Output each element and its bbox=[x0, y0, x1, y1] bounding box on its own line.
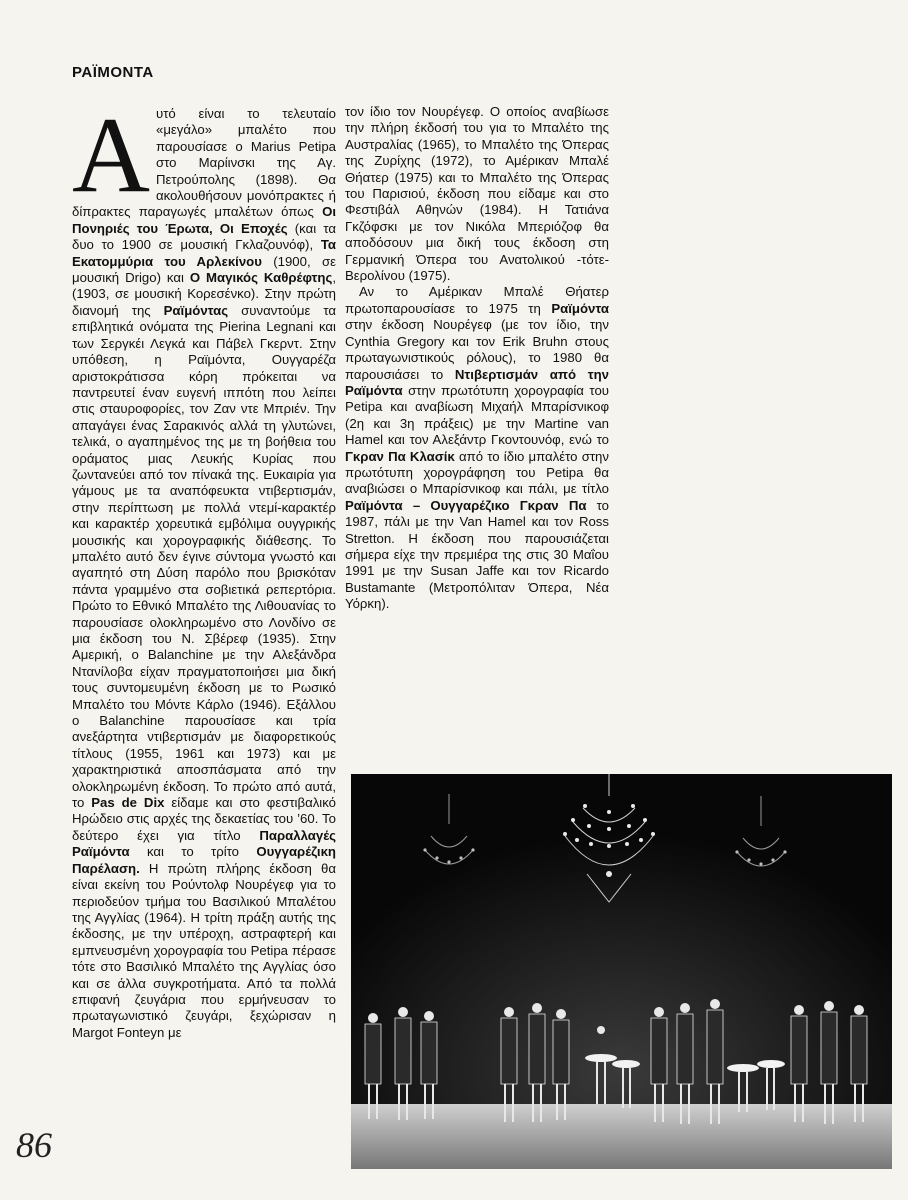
bold-title: Ραϊμόντα – Ουγγαρέζικο Γκραν Πα bbox=[345, 497, 587, 513]
text-run: (και τα δυο το 1900 σε μουσική Γκλαζουνόφ), bbox=[72, 220, 336, 253]
bold-title: Παραλλαγές Ραϊμόντα bbox=[72, 827, 336, 860]
drop-cap: Α bbox=[72, 96, 150, 215]
text-run: και το τρίτο bbox=[129, 844, 257, 860]
bold-title: Pas de Dix bbox=[91, 795, 165, 811]
ballet-stage-photo bbox=[351, 774, 892, 1169]
stage-scene bbox=[351, 774, 892, 1169]
text-run: είδαμε και στο φεστιβαλικό Ηρώδειο στις αρχές της δεκαετίας του ’60. Το δεύτερο έχει για τίτλο bbox=[72, 795, 336, 843]
text-run: στην πρωτότυπη χορογραφία του Petipa και αναβίωση Μιχαήλ Μπαρίσνικοφ (2η και 3η πράξεις) με την Martine van Hamel και τον Αλεξάντρ Γκοντουνόφ, ενώ το bbox=[345, 382, 609, 448]
text-run: από το ίδιο μπαλέτο στην πρωτότυπη χορογράφηση του Petipa θα αναβιώσει ο Μπαρίσνικοφ και πάλι, με τίτλο bbox=[345, 448, 609, 497]
text-run: (1900, σε μουσική Drigo) και bbox=[72, 253, 336, 286]
bold-title: Οι Πονηριές του Έρωτα, Οι Εποχές bbox=[72, 204, 336, 236]
article-paragraph bbox=[72, 96, 336, 1041]
article-paragraph: τον ίδιο τον Νουρέγεφ. Ο οποίος αναβίωσε την πλήρη έκδοσή του για το Μπαλέτο της Αυστραλίας (1965), το Μπαλέτο της Όπερας της Ζυρίχης (1972), το Αμέρικαν Μπαλέ Θήατερ (1975) και το Μπαλέτο της Όπερας του Παρισιού, έκδοση που είδαμε και στο Φεστιβάλ Αθηνών (1984). Η Τατιάνα Γκζόφσκι με τον Νικόλα Μπεριόζοφ θα αποδόσουν μια δική τους έκδοση στη Γερμανική Όπερα του Ανατολικού -τότε- Βερολίνου (1975). bbox=[345, 104, 609, 284]
article-column-left bbox=[72, 96, 336, 1041]
bold-title: Ραϊμόντα bbox=[551, 300, 609, 316]
article-paragraph bbox=[345, 284, 609, 612]
page-number: 86 bbox=[16, 1125, 52, 1165]
bold-title: Ντιβερτισμάν από την Ραϊμόντα bbox=[345, 366, 609, 398]
bold-title: Γκραν Πα Κλασίκ bbox=[345, 448, 455, 464]
text-run: Αν το Αμέρικαν Μπαλέ Θήατερ πρωτοπαρουσίασε το 1975 τη bbox=[345, 284, 609, 316]
article-column-right bbox=[345, 104, 609, 613]
bold-title: Τα Εκατομμύρια του Αρλεκίνου bbox=[72, 237, 336, 269]
text-run: , (1903, σε μουσική Κορεσένκο). Στην πρώτη διανομή της bbox=[72, 270, 336, 318]
bold-title: Ραϊμόντας bbox=[163, 302, 229, 318]
text-run: συναντούμε τα επιβλητικά ονόματα της Pierina Legnani και των Σεργκέι Λεγκά και Πάβελ Γκερντ. Στην υπόθεση, η Ραϊμόντα, Ουγγαρέζα αριστοκράτισσα κόρη πρόκειται να παντρευτεί έναν ευγενή ιππότη που λείπει στις σταυροφορίες, τον Ζαν ντε Μπριέν. Την απαγάγει ένας Σαρακινός αλλά τη γλυτώνει, τελικά, ο αγαπημένος της με τη βοήθεια του οράματος μιας Λευκής Κυρίας που ζωντανεύει από τον πίνακά της. Ευκαιρία για γάμους με τα αναπόφευκτα ντιβερτισμάν, στην περίπτωση με πολλά ντεμί-καρακτέρ και καρακτέρ χορευτικά εμβόλιμα ουγγρικής μουσικής και χορογραφικής διάθεσης. Το μπαλέτο αυτό δεν έγινε σύντομα γνωστό και αγαπητό στη Δύση παρόλο που βρισκόταν πάντα γραμμένο στα σοβιετικά ρεπερτόρια. Πρώτο το Εθνικό Μπαλέτο της Λιθουανίας το παρουσίασε ολοκληρωμένο στο Λονδίνο σε μια έκδοση του Ν. Σβέρεφ (1935). Στην Αμερική, ο Balanchine με την Αλεξάνδρα Ντανίλοβα είχαν πραγματοποιήσει μια δική τους συντομευμένη έκδοση με το Ρωσικό Μπαλέτο του Μόντε Κάρλο (1946). Εξάλλου ο Balanchine παρουσίασε και τρία ανεξάρτητα ντιβερτισμάν με διαφορετικούς τίτλους (1955, 1961 και 1973) και με χαρακτηριστικά αποσπάσματα από την ολοκληρωμένη έκδοση. Το πρώτο από αυτά, το bbox=[72, 302, 336, 811]
running-head: ΡΑΪΜΟΝΤΑ bbox=[72, 64, 154, 81]
text-run: υτό είναι το τελευταίο «μεγάλο» μπαλέτο που παρουσίασε ο Marius Petipa στο Μαρίινσκι της Αγ. Πετρούπολης (1898). Θα ακολουθήσουν μονόπρακτες ή δίπρακτες παραγωγές μπαλέτων όπως bbox=[72, 106, 336, 220]
bold-title: Ουγγαρέζικη Παρέλαση. bbox=[72, 844, 336, 876]
text-run: το 1987, πάλι με την Van Hamel και τον Ross Stretton. Η έκδοση που παρουσιάζεται σήμερα είχε την πρεμιέρα της στις 30 Μαΐου 1991 με την Susan Jaffe και τον Ricardo Bustamante (Μετροπόλιταν Όπερα, Νέα Υόρκη). bbox=[345, 497, 609, 612]
bold-title: Ο Μαγικός Καθρέφτης bbox=[189, 270, 333, 286]
text-run: στην έκδοση Νουρέγεφ (με τον ίδιο, την Cynthia Gregory και τον Erik Bruhn στους πρωταγωνιστικούς ρόλους), το 1980 θα παρουσιάσει το bbox=[345, 317, 609, 382]
text-run: Η πρώτη πλήρης έκδοση θα είναι εκείνη του Ρούντολφ Νουρέγεφ για το περιοδεύον τμήμα του Βασιλικού Μπαλέτου της Αγγλίας (1964). Η τρίτη πράξη αυτής της έκδοσης, με την υπέροχη, αστραφτερή και εμπνευσμένη χορογραφία του Petipa πέρασε τότε στο Βασιλικό Μπαλέτο της Αγγλίας όσο και σε άλλα συγκροτήματα. Από τα πολλά επιφανή ζευγάρια που ερμήνευσαν το πρωταγωνιστικό ζευγάρι, ξεχώρισαν η Margot Fonteyn με bbox=[72, 860, 336, 1040]
